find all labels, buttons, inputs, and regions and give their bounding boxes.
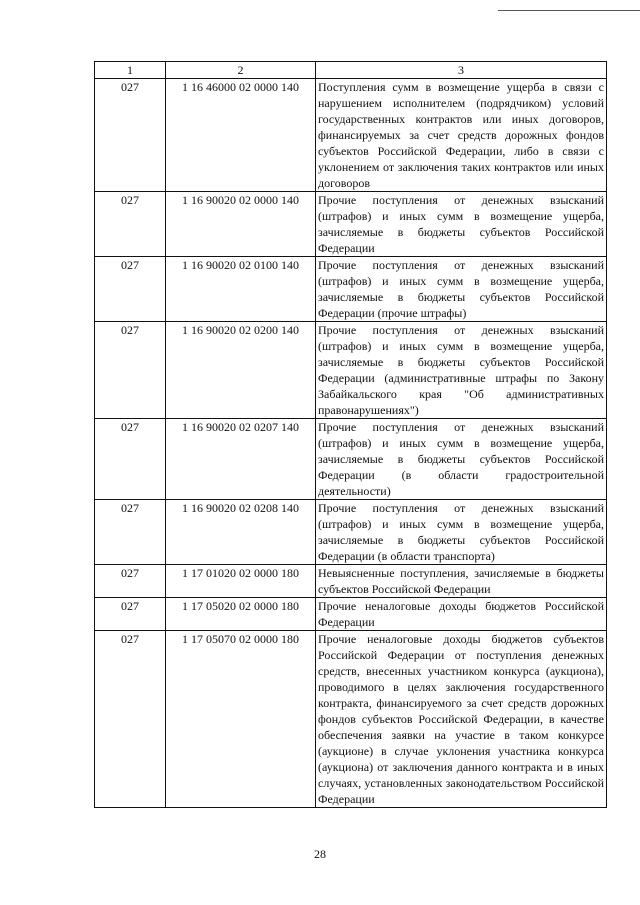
revenue-description: Прочие неналоговые доходы бюджетов субъектов Российской Федерации от поступления денежных средств, внесенных участником конкурса (аукциона), проводимого в целях заключения государственного контракта, финансируемого за счет средств дорожных фондов субъектов Российской Федерации, в качестве обеспечения заявки на участие в таком конкурсе (аукционе) в случае уклонения участника конкурса (аукциона) от заключения данного контракта и в иных случаях, установленных законодательством Российской Федерации bbox=[316, 631, 607, 808]
admin-code: 027 bbox=[95, 79, 166, 192]
header-col-3: 3 bbox=[316, 62, 607, 79]
revenue-code: 1 17 05070 02 0000 180 bbox=[166, 631, 316, 808]
revenue-description: Прочие поступления от денежных взысканий (штрафов) и иных сумм в возмещение ущерба, зачисляемые в бюджеты субъектов Российской Федерации bbox=[316, 192, 607, 257]
revenue-code: 1 16 90020 02 0208 140 bbox=[166, 500, 316, 565]
table-row bbox=[95, 419, 607, 500]
revenue-code: 1 16 46000 02 0000 140 bbox=[166, 79, 316, 192]
revenue-description: Прочие поступления от денежных взысканий (штрафов) и иных сумм в возмещение ущерба, зачисляемые в бюджеты субъектов Российской Федерации (в области транспорта) bbox=[316, 500, 607, 565]
revenue-description: Прочие поступления от денежных взысканий (штрафов) и иных сумм в возмещение ущерба, зачисляемые в бюджеты субъектов Российской Федерации (прочие штрафы) bbox=[316, 257, 607, 322]
admin-code: 027 bbox=[95, 565, 166, 598]
table-row bbox=[95, 598, 607, 631]
revenue-code: 1 16 90020 02 0207 140 bbox=[166, 419, 316, 500]
admin-code: 027 bbox=[95, 192, 166, 257]
header-col-2: 2 bbox=[166, 62, 316, 79]
table-row bbox=[95, 322, 607, 419]
revenue-description: Прочие поступления от денежных взысканий (штрафов) и иных сумм в возмещение ущерба, зачисляемые в бюджеты субъектов Российской Федерации (в области градостроительной деятельности) bbox=[316, 419, 607, 500]
admin-code: 027 bbox=[95, 631, 166, 808]
revenue-description: Прочие поступления от денежных взысканий (штрафов) и иных сумм в возмещение ущерба, зачисляемые в бюджеты субъектов Российской Федерации (административные штрафы по Закону Забайкальского края "Об административных правонарушениях") bbox=[316, 322, 607, 419]
revenue-code: 1 16 90020 02 0100 140 bbox=[166, 257, 316, 322]
table-row bbox=[95, 565, 607, 598]
revenue-description: Прочие неналоговые доходы бюджетов Российской Федерации bbox=[316, 598, 607, 631]
admin-code: 027 bbox=[95, 500, 166, 565]
revenue-code: 1 16 90020 02 0200 140 bbox=[166, 322, 316, 419]
scan-edge-line bbox=[498, 10, 640, 11]
header-col-1: 1 bbox=[95, 62, 166, 79]
admin-code: 027 bbox=[95, 257, 166, 322]
table-row bbox=[95, 79, 607, 192]
revenue-code: 1 17 01020 02 0000 180 bbox=[166, 565, 316, 598]
revenue-description: Поступления сумм в возмещение ущерба в связи с нарушением исполнителем (подрядчиком) условий государственных контрактов или иных договоров, финансируемых за счет средств дорожных фондов субъектов Российской Федерации, либо в связи с уклонением от заключения таких контрактов или иных договоров bbox=[316, 79, 607, 192]
admin-code: 027 bbox=[95, 598, 166, 631]
budget-classification-table bbox=[94, 61, 607, 808]
revenue-code: 1 17 05020 02 0000 180 bbox=[166, 598, 316, 631]
table-row bbox=[95, 631, 607, 808]
admin-code: 027 bbox=[95, 419, 166, 500]
admin-code: 027 bbox=[95, 322, 166, 419]
table-row bbox=[95, 500, 607, 565]
table-row bbox=[95, 192, 607, 257]
table-header-row bbox=[95, 62, 607, 79]
page-number: 28 bbox=[314, 847, 326, 861]
revenue-description: Невыясненные поступления, зачисляемые в бюджеты субъектов Российской Федерации bbox=[316, 565, 607, 598]
revenue-code: 1 16 90020 02 0000 140 bbox=[166, 192, 316, 257]
table-row bbox=[95, 257, 607, 322]
